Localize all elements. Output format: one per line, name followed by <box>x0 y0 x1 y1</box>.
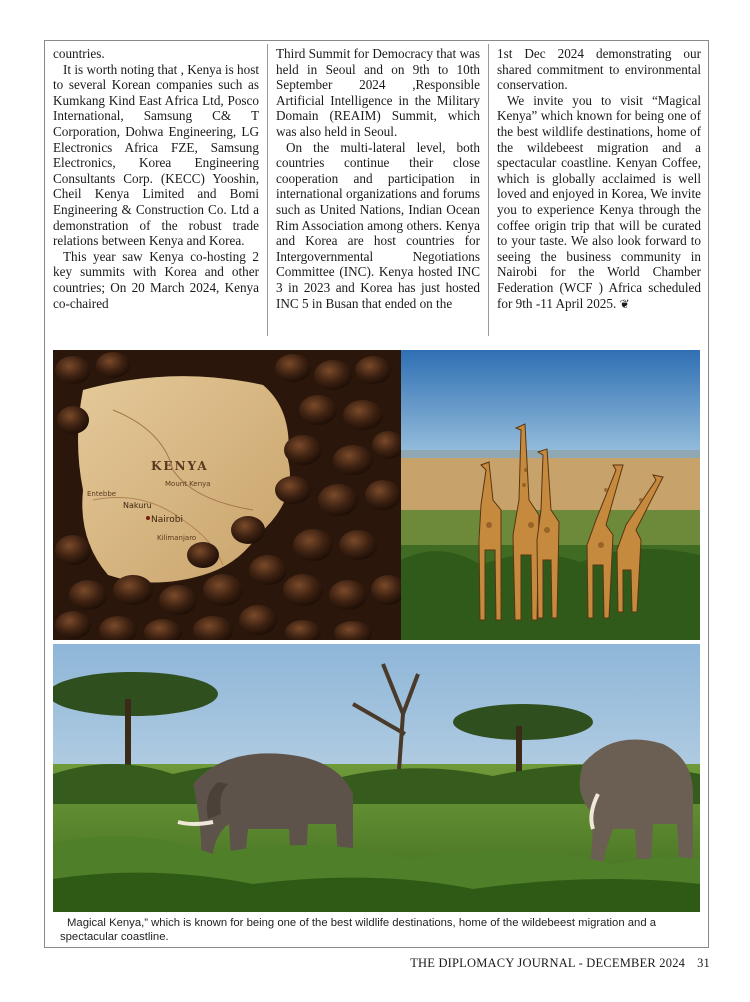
photo-caption: Magical Kenya,” which is known for being one of the best wildlife destinations, home of the wildebeest migration and a spectacular coastline. <box>60 917 657 943</box>
paragraph-text: We invite you to visit “Magical Kenya” which known for being one of the best wildlife destinations, home of the wildebeest migration and a spectacular coastline. Kenyan Coffee, which is globally acclaimed is well loved and enjoyed in Korea, We invite you to experience Kenya through the coffee origin trip that will be curated to your taste. We also look forward to seeing the business community in Nairobi for the World Chamber Federation (WCF ) Africa scheduled for 9th -11 April 2025. <box>497 92 701 311</box>
page-footer <box>410 956 710 971</box>
coffee-map-photo <box>53 350 401 640</box>
giraffes-photo <box>401 350 700 640</box>
end-mark-icon: ❦ <box>619 296 630 311</box>
page-number: 31 <box>697 956 710 970</box>
paragraph: It is worth noting that , Kenya is host to several Korean companies such as Kumkang Kind East Africa Ltd, Posco International, Samsung C& T Corporation, Dohwa Engineering, LG Electronics Africa FZE, Samsung Electronics, Korea Engineering Consultants Corp. (KECC) Yooshin, Cheil Kenya Limited and Bomi Engineering & Construction Co. Ltd a demonstration of the robust trade relations between Kenya and Korea. <box>53 61 259 249</box>
map-label-kilimanjaro: Kilimanjaro <box>157 534 197 542</box>
map-label-nairobi: Nairobi <box>151 515 183 525</box>
paragraph: On the multi-lateral level, both countries continue their close cooperation and participation in international organizations and forums such as United Nations, Indian Ocean Rim Association among others. Kenya and Korea are host countries for Intergovernmental Negotiations Committee (INC). Kenya hosted INC 3 in 2023 and Korea has just hosted INC 5 in Busan that ended on the <box>276 139 480 311</box>
paragraph <box>497 93 701 312</box>
map-label-kenya: KENYA <box>151 459 209 473</box>
paragraph: 1st Dec 2024 demonstrating our shared commitment to environmental conservation. <box>497 46 701 93</box>
map-label-nakuru: Nakuru <box>123 501 152 510</box>
map-label-entebbe: Entebbe <box>87 490 117 498</box>
paragraph: This year saw Kenya co-hosting 2 key summits with Korea and other countries; On 20 March 2024, Kenya co-chaired <box>53 248 259 311</box>
column-divider <box>488 44 489 336</box>
elephants-illustration <box>53 644 700 912</box>
paragraph: countries. <box>53 46 105 61</box>
article-column-1 <box>53 46 259 336</box>
coffee-map-illustration <box>53 350 401 640</box>
column-divider <box>267 44 268 336</box>
article-column-3 <box>497 46 701 336</box>
paragraph: Third Summit for Democracy that was held in Seoul and on 9th to 10th September 2024 ,Responsible Artificial Intelligence in the Military Domain (REAIM) Summit, which was also held in Seoul. <box>276 46 480 139</box>
publication-name: THE DIPLOMACY JOURNAL - DECEMBER 2024 <box>410 956 686 970</box>
elephants-photo <box>53 644 700 912</box>
article-column-2 <box>276 46 480 336</box>
giraffes-illustration <box>401 350 700 640</box>
map-label-mount-kenya: Mount Kenya <box>165 480 211 488</box>
